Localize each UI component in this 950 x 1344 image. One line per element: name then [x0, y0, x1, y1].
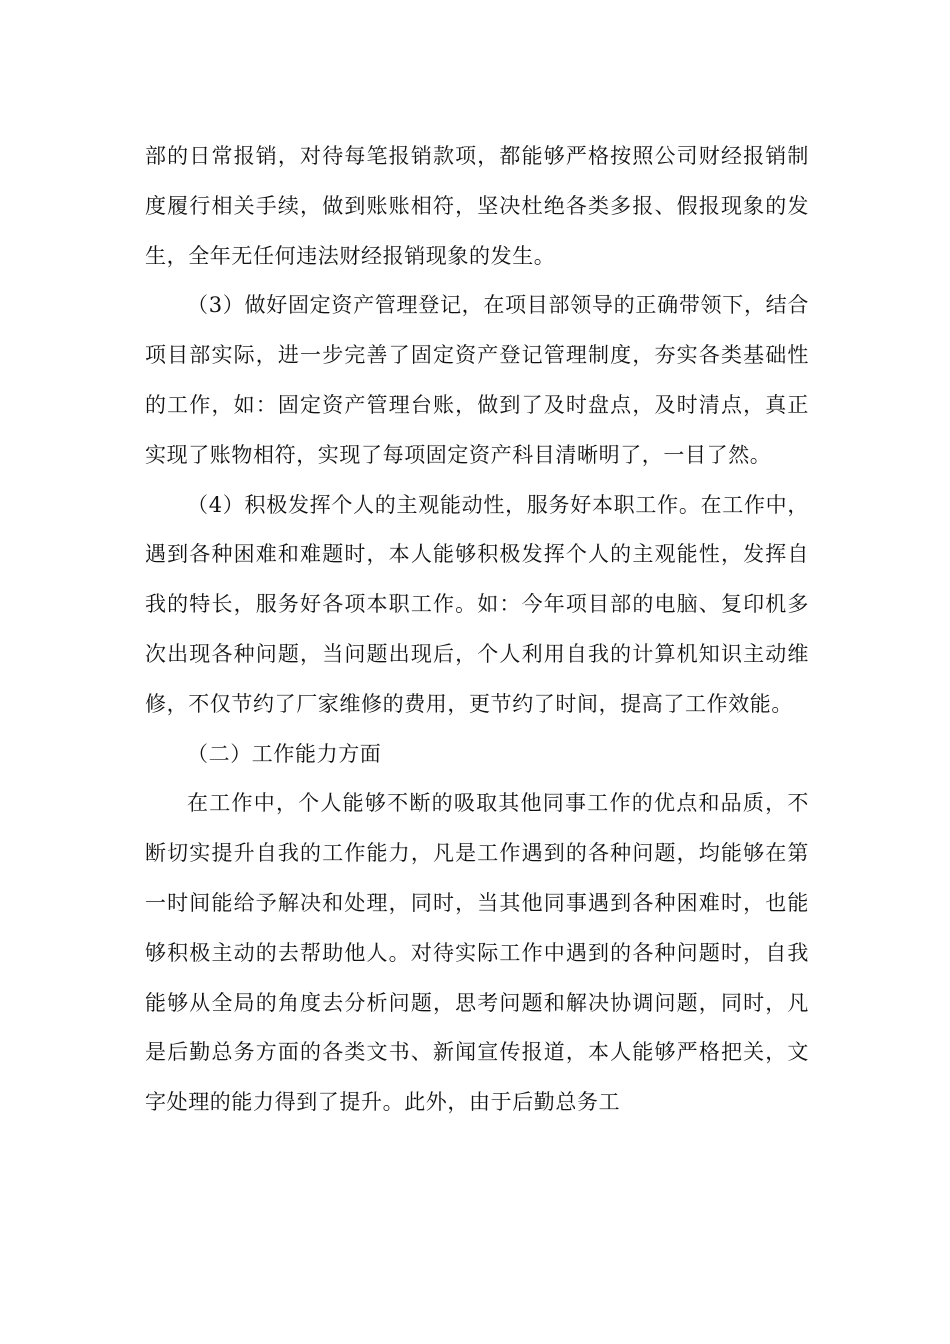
section-heading-work-ability: （二）工作能力方面 [187, 741, 382, 766]
document-body [145, 132, 809, 1128]
paragraph-work-ability: 在工作中，个人能够不断的吸取其他同事工作的优点和品质，不断切实提升自我的工作能力，凡是工作遇到的各种问题，均能够在第一时间能给予解决和处理，同时，当其他同事遇到各种困难时，也能够积极主动的去帮助他人。对待实际工作中遇到的各种问题时，自我能够从全局的角度去分析问题，思考问题和解决协调问题，同时，凡是后勤总务方面的各类文书、新闻宣传报道，本人能够严格把关，文字处理的能力得到了提升。此外，由于后勤总务工 [145, 791, 809, 1115]
paragraph-fixed-assets: （3）做好固定资产管理登记，在项目部领导的正确带领下，结合项目部实际，进一步完善了固定资产登记管理制度，夯实各类基础性的工作，如：固定资产管理台账，做到了及时盘点，及时清点，真正实现了账物相符，实现了每项固定资产科目清晰明了，一目了然。 [145, 293, 809, 467]
paragraph-reimbursement: 部的日常报销，对待每笔报销款项，都能够严格按照公司财经报销制度履行相关手续，做到账账相符，坚决杜绝各类多报、假报现象的发生，全年无任何违法财经报销现象的发生。 [145, 144, 809, 268]
paragraph-initiative: （4）积极发挥个人的主观能动性，服务好本职工作。在工作中，遇到各种困难和难题时，本人能够积极发挥个人的主观能性，发挥自我的特长，服务好各项本职工作。如：今年项目部的电脑、复印机多次出现各种问题，当问题出现后，个人利用自我的计算机知识主动维修，不仅节约了厂家维修的费用，更节约了时间，提高了工作效能。 [145, 492, 809, 716]
